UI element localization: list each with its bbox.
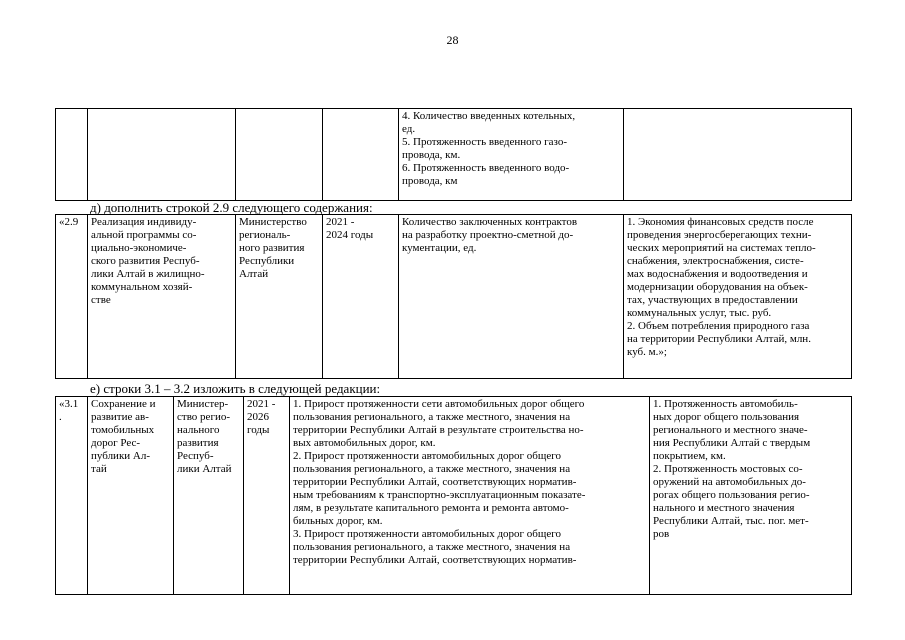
table-row xyxy=(56,397,852,595)
cell-period: 2021 - 2026 годы xyxy=(244,397,290,595)
cell-results: 1. Экономия финансовых средств после проведения энергосберегающих техни- ческих мероприятий на системах тепло- снабжения, электроснабжения, систе- мах водоснабжения и водоотведения и модернизации оборудования на объек- тах, участвующих в предоставлении коммунальных услуг, тыс. руб. 2. Объем потребления природного газа на территории Республики Алтай, млн. куб. м.»; xyxy=(624,215,852,379)
table-row-2-9 xyxy=(55,214,852,379)
cell-indicators: 1. Прирост протяженности сети автомобильных дорог общего пользования регионального, а также местного, значения на территории Республики Алтай в результате строительства но- вых автомобильных дорог, км. 2. Прирост протяженности автомобильных дорог общего пользования регионального, а также местного, значения на территории Республики Алтай, соответствующих норматив- ным требованиям к транспортно-эксплуатационным показате- лям, в результате капитального ремонта и ремонта автомо- бильных дорог, км. 3. Прирост протяженности автомобильных дорог общего пользования регионального, а также местного, значения на территории Республики Алтай, соответствующих норматив- xyxy=(290,397,650,595)
page-number: 28 xyxy=(446,33,459,47)
cell-indicators: 4. Количество введенных котельных, ед. 5. Протяженность введенного газо- провода, км. 6. Протяженность введенного водо- провода, км xyxy=(399,109,624,201)
cell-num: «2.9 xyxy=(56,215,88,379)
cell-num: «3.1 . xyxy=(56,397,88,595)
cell-executor xyxy=(236,109,323,201)
table-row-3-1 xyxy=(55,396,852,595)
cell-executor: Министер- ство регио- нального развития Респуб- лики Алтай xyxy=(174,397,244,595)
heading-e: е) строки 3.1 – 3.2 изложить в следующей редакции: xyxy=(90,381,381,396)
table-top xyxy=(55,108,852,201)
table-row xyxy=(56,109,852,201)
cell-period: 2021 - 2024 годы xyxy=(323,215,399,379)
cell-executor: Министерство региональ- ного развития Республики Алтай xyxy=(236,215,323,379)
cell-results xyxy=(624,109,852,201)
cell-num xyxy=(56,109,88,201)
cell-name xyxy=(88,109,236,201)
cell-name: Сохранение и развитие ав- томобильных дорог Рес- публики Ал- тай xyxy=(88,397,174,595)
cell-indicators: Количество заключенных контрактов на разработку проектно-сметной до- кументации, ед. xyxy=(399,215,624,379)
table-row xyxy=(56,215,852,379)
cell-results: 1. Протяженность автомобиль- ных дорог общего пользования регионального и местного значе- ния Республики Алтай с твердым покрытием, км. 2. Протяженность мостовых со- оружений на автомобильных до- рогах общего пользования регио- нального и местного значения Республики Алтай, тыс. пог. мет- ров xyxy=(650,397,852,595)
cell-name: Реализация индивиду- альной программы со- циально-экономиче- ского развития Респуб- лики Алтай в жилищно- коммунальном хозяй- стве xyxy=(88,215,236,379)
heading-d: д) дополнить строкой 2.9 следующего содержания: xyxy=(90,200,373,215)
cell-period xyxy=(323,109,399,201)
